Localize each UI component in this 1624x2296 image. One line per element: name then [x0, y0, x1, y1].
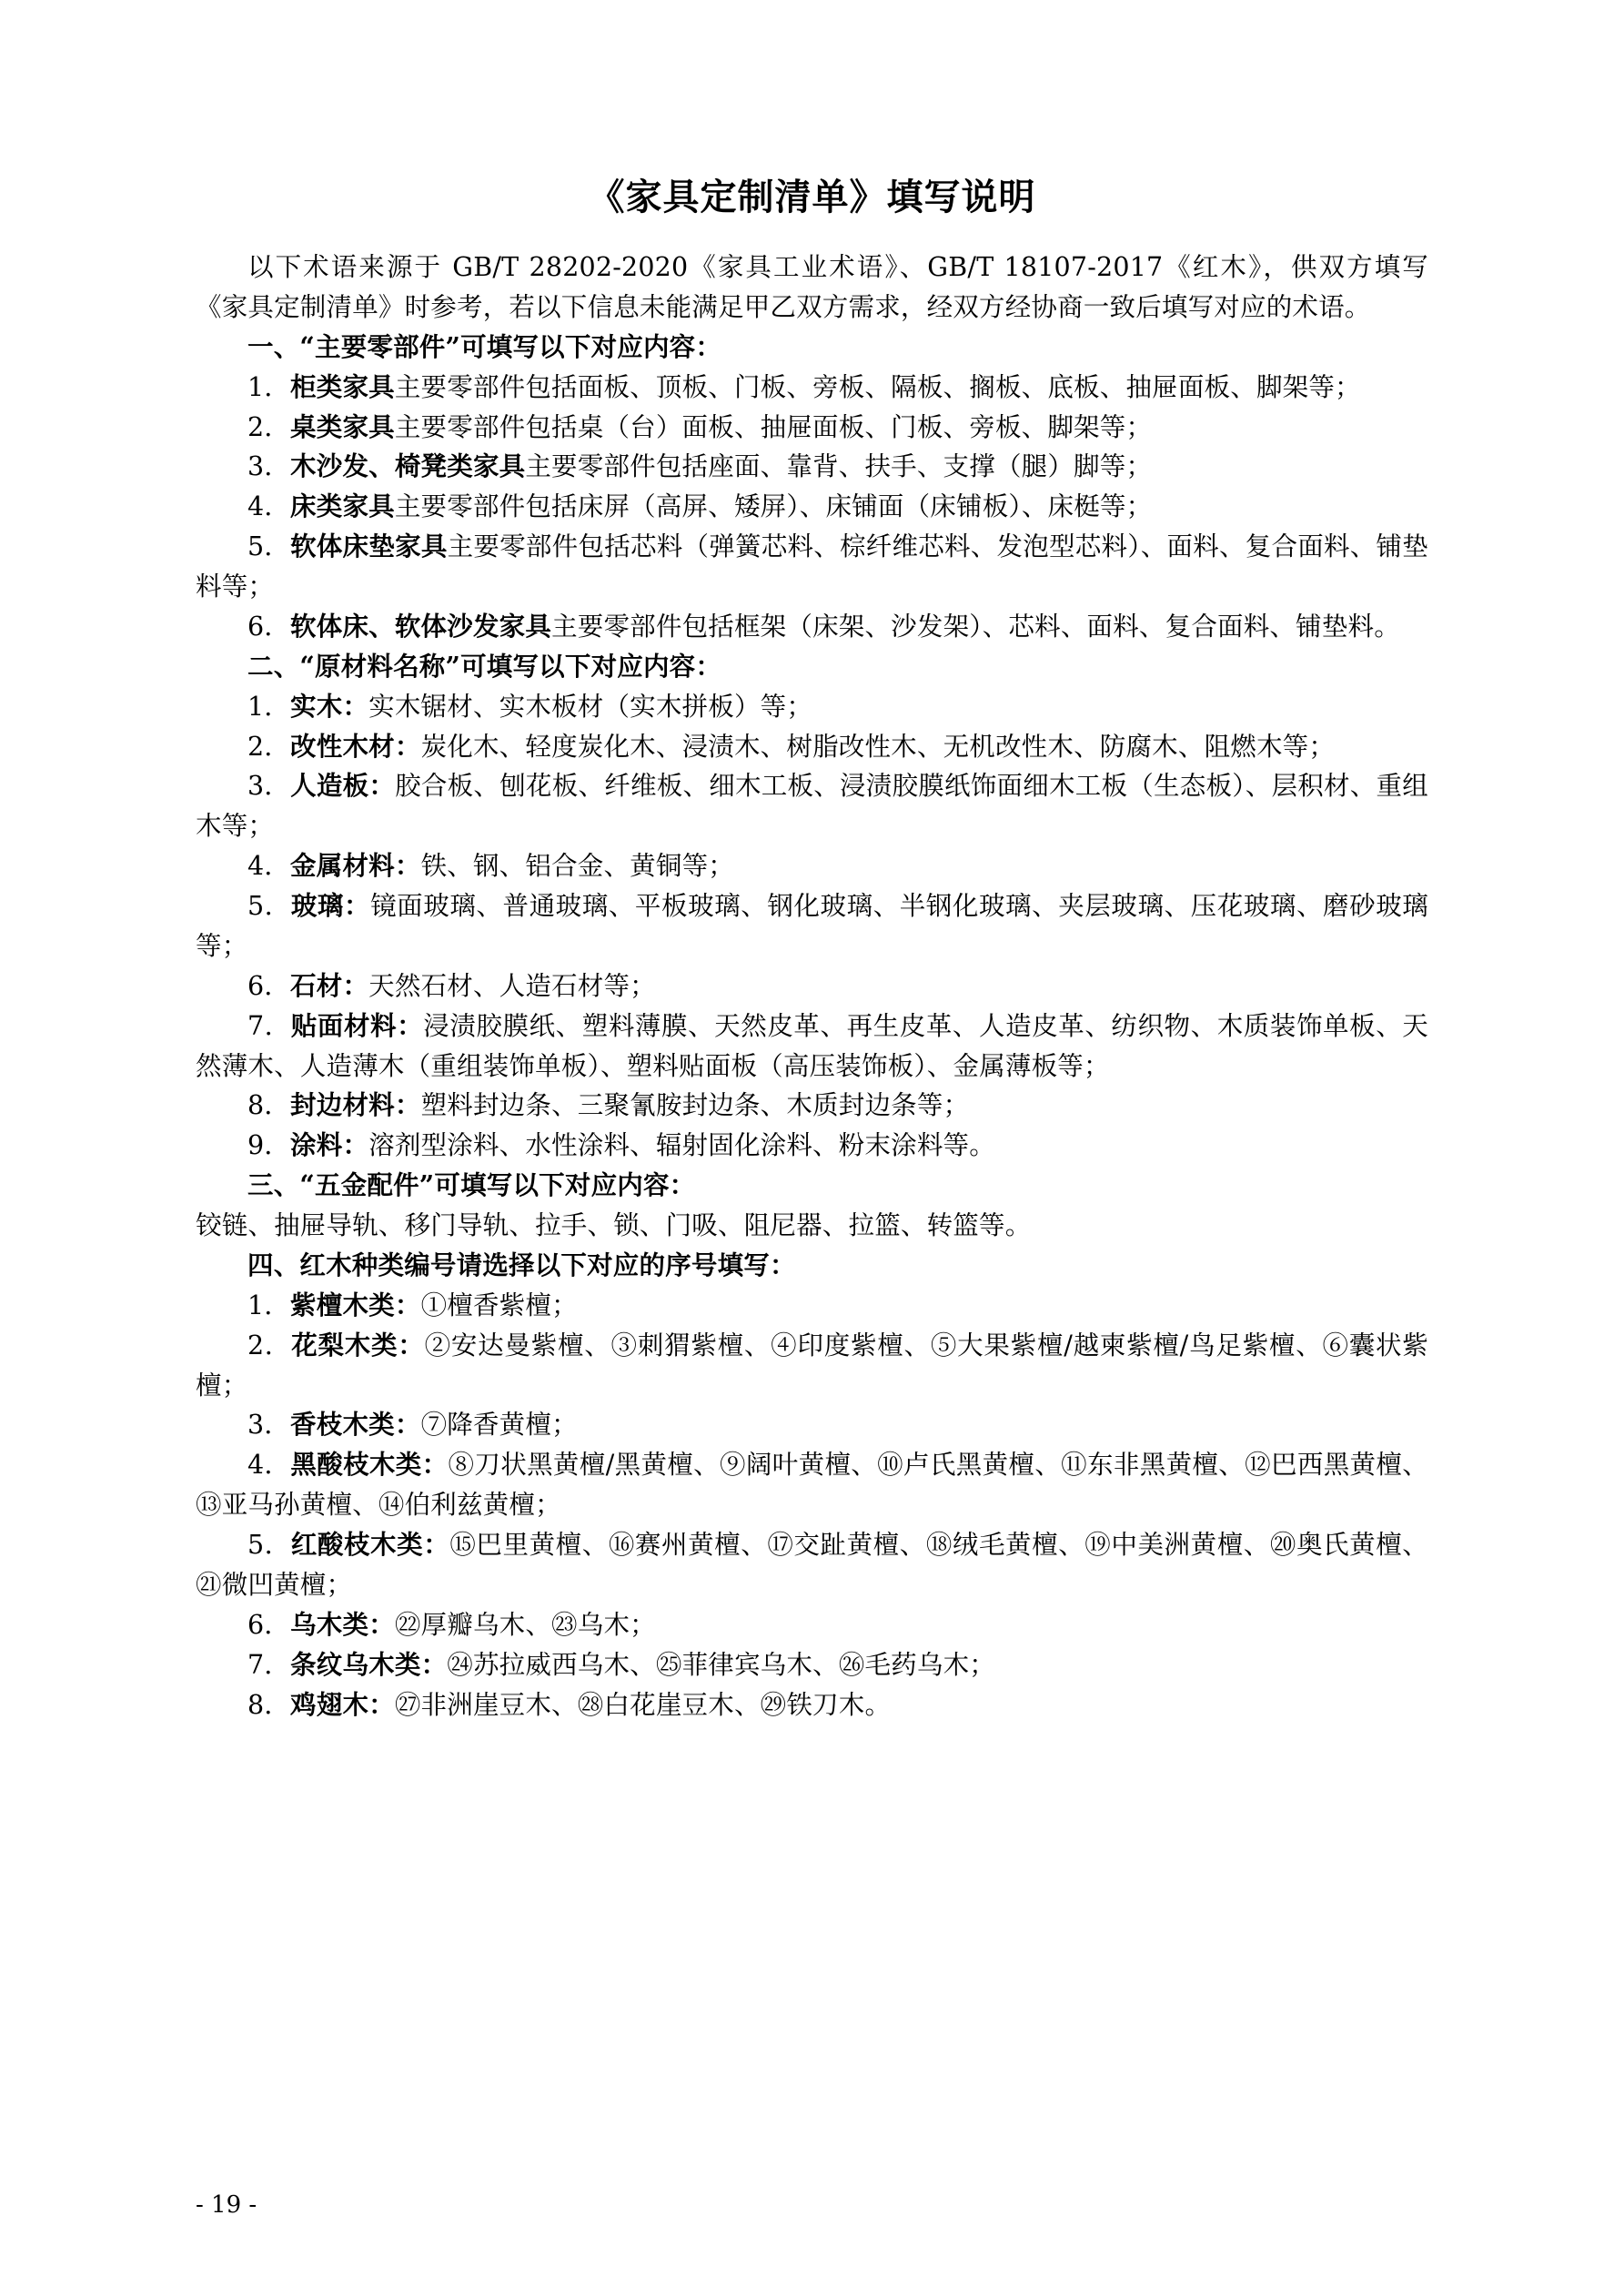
item-term: 黑酸枝木类 — [290, 1449, 422, 1481]
item-number: 6． — [247, 970, 291, 1001]
item-number: 8． — [247, 1090, 291, 1121]
item-number: 6． — [247, 611, 291, 642]
list-item — [196, 447, 1428, 487]
page-title: 《家具定制清单》填写说明 — [588, 176, 1036, 218]
item-term: 软体床垫家具 — [290, 531, 448, 562]
item-number: 9． — [247, 1130, 291, 1161]
item-number: 3． — [247, 1410, 291, 1441]
list-item — [196, 408, 1428, 448]
item-number: 5． — [247, 1530, 291, 1560]
item-text: 浸渍胶膜纸、塑料薄膜、天然皮革、再生皮革、人造皮革、纺织物、木质装饰单板、天然薄木、人造薄木（重组装饰单板）、塑料贴面板（高压装饰板）、金属薄板等； — [196, 1010, 1429, 1081]
section-heading-4: 四、红木种类编号请选择以下对应的序号填写： — [247, 1249, 796, 1280]
item-term: 木沙发、椅凳类家具 — [290, 450, 526, 482]
list-item — [196, 1445, 1428, 1525]
item-separator: ： — [368, 770, 396, 802]
item-number: 2． — [247, 411, 291, 442]
item-text: ㉗非洲崖豆木、㉘白花崖豆木、㉙铁刀木。 — [394, 1689, 892, 1720]
item-text: 天然石材、人造石材等； — [368, 970, 656, 1001]
item-separator: ： — [394, 850, 421, 882]
item-text: 主要零部件包括面板、顶板、门板、旁板、隔板、搁板、底板、抽屉面板、脚架等； — [394, 371, 1361, 402]
item-term: 鸡翅木 — [290, 1688, 369, 1720]
section-heading-3: 三、“五金配件”可填写以下对应内容： — [247, 1169, 696, 1201]
item-term: 红酸枝木类 — [290, 1529, 424, 1560]
item-term: 玻璃 — [290, 890, 344, 921]
item-term: 软体床、软体沙发家具 — [290, 610, 552, 642]
item-number: 6． — [247, 1609, 291, 1640]
item-term: 香枝木类 — [290, 1409, 395, 1441]
item-number: 2． — [247, 731, 291, 762]
item-text: 主要零部件包括座面、靠背、扶手、支撑（腿）脚等； — [525, 451, 1153, 482]
item-text: ②安达曼紫檀、③刺猬紫檀、④印度紫檀、⑤大果紫檀/越柬紫檀/鸟足紫檀、⑥囊状紫檀； — [196, 1330, 1428, 1401]
list-item — [196, 1685, 1428, 1725]
item-separator: ： — [420, 1648, 448, 1680]
item-term: 花梨木类 — [291, 1329, 398, 1360]
item-term: 实木 — [290, 690, 343, 722]
item-text: ㉔苏拉威西乌木、㉕菲律宾乌木、㉖毛药乌木； — [447, 1649, 995, 1680]
list-item — [196, 487, 1428, 527]
list-item — [196, 1525, 1428, 1605]
item-separator: ： — [398, 1329, 425, 1360]
list-item — [196, 1605, 1428, 1645]
item-term: 紫檀木类 — [290, 1289, 395, 1320]
item-term: 床类家具 — [290, 491, 395, 522]
list-item — [196, 1086, 1428, 1126]
item-number: 8． — [247, 1689, 291, 1720]
item-separator: ： — [342, 1129, 369, 1161]
list-item — [196, 1006, 1428, 1087]
item-text: 镜面玻璃、普通玻璃、平板玻璃、钢化玻璃、半钢化玻璃、夹层玻璃、压花玻璃、磨砂玻璃等； — [196, 891, 1428, 961]
item-number: 5． — [247, 891, 291, 921]
item-term: 金属材料 — [290, 850, 395, 882]
item-number: 4． — [247, 1450, 291, 1481]
item-number: 2． — [247, 1330, 292, 1360]
item-number: 1． — [247, 371, 291, 402]
item-term: 涂料 — [290, 1129, 343, 1161]
intro-paragraph: 以下术语来源于 GB/T 28202-2020《家具工业术语》、GB/T 18107-2017《红木》，供双方填写《家具定制清单》时参考，若以下信息未能满足甲乙双方需求，经双方经协商一致后填写对应的术语。 — [196, 252, 1428, 322]
item-text: ⑧刀状黑黄檀/黑黄檀、⑨阔叶黄檀、⑩卢氏黑黄檀、⑪东非黑黄檀、⑫巴西黑黄檀、⑬亚马孙黄檀、⑭伯利兹黄檀； — [196, 1450, 1428, 1521]
item-separator: ： — [394, 1089, 421, 1121]
list-item — [196, 966, 1428, 1006]
item-term: 贴面材料 — [290, 1009, 398, 1041]
item-text: 塑料封边条、三聚氰胺封边条、木质封边条等； — [420, 1090, 970, 1121]
section-3-plain-text: 铰链、抽屉导轨、移门导轨、拉手、锁、门吸、阻尼器、拉篮、转篮等。 — [196, 1210, 1032, 1240]
section-heading-1: 一、“主要零部件”可填写以下对应内容： — [247, 330, 722, 362]
item-text: ㉒厚瓣乌木、㉓乌木； — [394, 1609, 656, 1640]
list-item — [196, 607, 1428, 647]
item-text: 主要零部件包括框架（床架、沙发架）、芯料、面料、复合面料、铺垫料。 — [551, 611, 1400, 642]
list-item — [196, 1326, 1428, 1406]
list-item — [196, 727, 1428, 767]
item-term: 石材 — [290, 969, 343, 1001]
item-separator: ： — [368, 1688, 395, 1720]
item-text: 主要零部件包括芯料（弹簧芯料、棕纤维芯料、发泡型芯料）、面料、复合面料、铺垫料等； — [196, 531, 1428, 602]
item-term: 柜类家具 — [290, 370, 395, 402]
page-number: - 19 - — [196, 2191, 257, 2219]
item-text: 主要零部件包括桌（台）面板、抽屉面板、门板、旁板、脚架等； — [394, 411, 1153, 442]
list-item — [196, 1645, 1428, 1685]
item-separator: ： — [342, 690, 369, 722]
item-number: 1． — [247, 691, 291, 722]
item-number: 4． — [247, 851, 291, 882]
item-separator: ： — [394, 730, 421, 762]
item-separator: ： — [394, 1409, 421, 1441]
list-item — [196, 1126, 1428, 1166]
item-text: 炭化木、轻度炭化木、浸渍木、树脂改性木、无机改性木、防腐木、阻燃木等； — [420, 731, 1336, 762]
item-number: 7． — [247, 1649, 291, 1680]
item-text: 胶合板、刨花板、纤维板、细木工板、浸渍胶膜纸饰面细木工板（生态板）、层积材、重组木等； — [196, 771, 1428, 842]
item-text: 溶剂型涂料、水性涂料、辐射固化涂料、粉末涂料等。 — [368, 1130, 995, 1161]
item-separator: ： — [394, 1289, 421, 1320]
list-item — [196, 846, 1428, 886]
item-term: 乌木类 — [290, 1608, 369, 1640]
item-term: 条纹乌木类 — [290, 1648, 421, 1680]
item-text: ⑮巴里黄檀、⑯赛州黄檀、⑰交趾黄檀、⑱绒毛黄檀、⑲中美洲黄檀、⑳奥氏黄檀、㉑微凹黄檀； — [196, 1530, 1428, 1600]
item-separator: ： — [342, 969, 369, 1001]
item-term: 桌类家具 — [290, 410, 395, 442]
item-separator: ： — [368, 1608, 395, 1640]
list-item — [196, 1286, 1428, 1326]
item-text: 实木锯材、实木板材（实木拼板）等； — [368, 691, 813, 722]
item-text: 铁、钢、铝合金、黄铜等； — [420, 851, 734, 882]
list-item — [196, 886, 1428, 966]
list-item — [196, 1405, 1428, 1445]
item-number: 4． — [247, 491, 291, 522]
item-term: 封边材料 — [290, 1089, 395, 1121]
item-separator: ： — [397, 1009, 424, 1041]
item-separator: ： — [343, 890, 371, 921]
item-number: 5． — [247, 531, 291, 562]
list-item — [196, 527, 1428, 607]
item-number: 7． — [247, 1010, 291, 1041]
item-text: 主要零部件包括床屏（高屏、矮屏）、床铺面（床铺板）、床梃等； — [394, 491, 1153, 522]
item-term: 改性木材 — [290, 730, 395, 762]
list-item — [196, 368, 1428, 408]
item-number: 3． — [247, 771, 291, 802]
item-term: 人造板 — [290, 770, 369, 802]
item-number: 1． — [247, 1290, 291, 1320]
item-text: ⑦降香黄檀； — [420, 1410, 578, 1441]
item-number: 3． — [247, 451, 291, 482]
section-heading-2: 二、“原材料名称”可填写以下对应内容： — [247, 650, 722, 682]
item-separator: ： — [421, 1449, 449, 1481]
item-separator: ： — [423, 1529, 450, 1560]
list-item — [196, 687, 1428, 727]
list-item — [196, 766, 1428, 846]
item-text: ①檀香紫檀； — [420, 1290, 578, 1320]
